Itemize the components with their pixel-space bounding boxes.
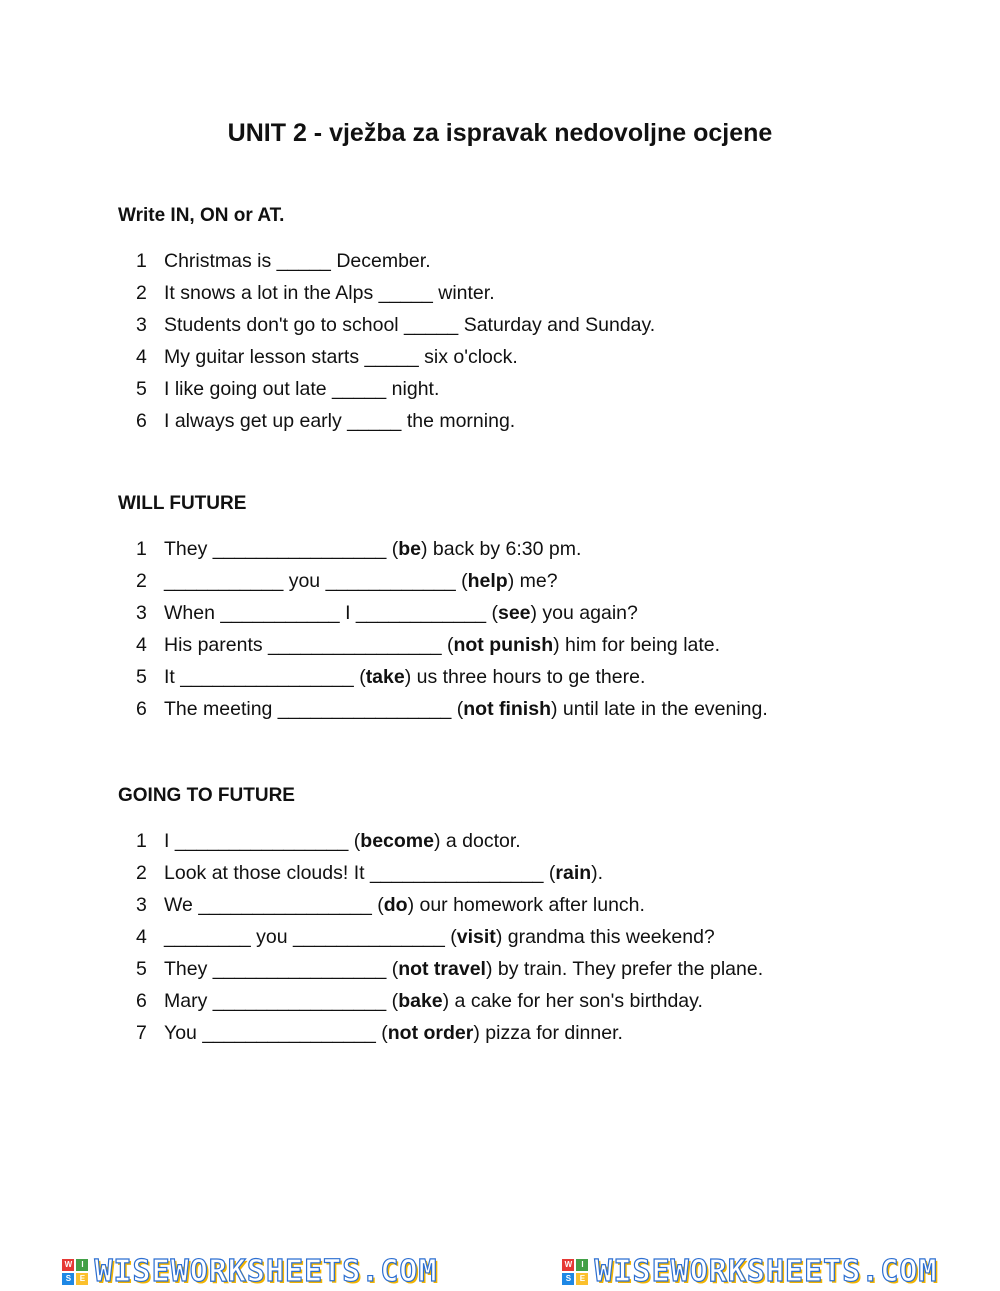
- question-item: [136, 245, 918, 277]
- question-number: 6: [136, 410, 147, 432]
- section-heading: WILL FUTURE: [118, 493, 247, 514]
- question-text: ) you again?: [530, 602, 638, 624]
- question-number: 4: [136, 634, 147, 656]
- question-text: ).: [591, 862, 604, 884]
- question-text: ) grandma this weekend?: [495, 926, 715, 948]
- question-text: I ________________ (: [164, 830, 361, 852]
- question-item: [136, 1017, 918, 1049]
- question-list: [118, 533, 918, 725]
- question-item: [136, 629, 918, 661]
- question-text: ) back by 6:30 pm.: [420, 538, 582, 560]
- question-text: I always get up early _____ the morning.: [164, 410, 516, 432]
- question-text: Christmas is _____ December.: [164, 250, 431, 272]
- question-text: Look at those clouds! It ________________ (: [164, 862, 556, 884]
- watermark-unit: [562, 1254, 937, 1289]
- question-number: 4: [136, 926, 147, 948]
- question-number: 5: [136, 958, 147, 980]
- section-will-future: [118, 491, 918, 725]
- verb-hint: not order: [387, 1022, 474, 1044]
- question-text: ) our homework after lunch.: [407, 894, 645, 916]
- question-text: My guitar lesson starts _____ six o'clock.: [164, 346, 518, 368]
- watermark-text: WISEWORKSHEETS.COM: [94, 1254, 438, 1289]
- question-number: 6: [136, 990, 147, 1012]
- verb-hint: take: [365, 666, 405, 688]
- wise-logo-icon: [562, 1259, 588, 1285]
- question-number: 2: [136, 570, 147, 592]
- section-prepositions: [118, 203, 918, 437]
- question-item: [136, 857, 918, 889]
- logo-letter: I: [76, 1259, 88, 1271]
- question-list: [118, 825, 918, 1049]
- question-item: [136, 693, 918, 725]
- question-number: 5: [136, 666, 147, 688]
- verb-hint: not finish: [463, 698, 551, 720]
- question-item: [136, 533, 918, 565]
- question-text: ) a cake for her son's birthday.: [442, 990, 703, 1012]
- question-text: ) him for being late.: [553, 634, 721, 656]
- question-text: ________ you ______________ (: [164, 926, 457, 948]
- question-item: [136, 277, 918, 309]
- question-number: 3: [136, 602, 147, 624]
- question-number: 4: [136, 346, 147, 368]
- watermark-footer: [0, 1252, 1000, 1291]
- question-item: [136, 661, 918, 693]
- question-text: I like going out late _____ night.: [164, 378, 440, 400]
- question-item: [136, 373, 918, 405]
- question-text: Mary ________________ (: [164, 990, 399, 1012]
- question-item: [136, 341, 918, 373]
- verb-hint: see: [497, 602, 531, 624]
- logo-letter: E: [576, 1273, 588, 1285]
- logo-letter: I: [576, 1259, 588, 1271]
- question-item: [136, 597, 918, 629]
- watermark-text: WISEWORKSHEETS.COM: [594, 1254, 938, 1289]
- question-item: [136, 405, 918, 437]
- question-item: [136, 921, 918, 953]
- verb-hint: be: [398, 538, 421, 560]
- question-text: ) me?: [507, 570, 558, 592]
- question-item: [136, 889, 918, 921]
- question-text: It snows a lot in the Alps _____ winter.: [164, 282, 495, 304]
- section-heading: GOING TO FUTURE: [118, 785, 295, 806]
- section-heading: Write IN, ON or AT.: [118, 205, 285, 226]
- logo-letter: W: [62, 1259, 74, 1271]
- question-text: ) us three hours to ge there.: [404, 666, 646, 688]
- question-item: [136, 825, 918, 857]
- verb-hint: bake: [398, 990, 443, 1012]
- question-text: It ________________ (: [164, 666, 366, 688]
- question-text: ___________ you ____________ (: [164, 570, 468, 592]
- question-item: [136, 565, 918, 597]
- verb-hint: do: [383, 894, 408, 916]
- question-number: 6: [136, 698, 147, 720]
- question-text: They ________________ (: [164, 958, 399, 980]
- logo-letter: S: [62, 1273, 74, 1285]
- verb-hint: visit: [456, 926, 496, 948]
- question-number: 1: [136, 250, 147, 272]
- question-item: [136, 309, 918, 341]
- question-text: We ________________ (: [164, 894, 384, 916]
- verb-hint: become: [360, 830, 434, 852]
- verb-hint: help: [467, 570, 508, 592]
- question-number: 2: [136, 862, 147, 884]
- question-text: ) until late in the evening.: [550, 698, 768, 720]
- question-text: Students don't go to school _____ Saturday and Sunday.: [164, 314, 656, 336]
- question-number: 3: [136, 894, 147, 916]
- question-text: ) pizza for dinner.: [473, 1022, 623, 1044]
- wise-logo-icon: [62, 1259, 88, 1285]
- question-item: [136, 985, 918, 1017]
- question-number: 1: [136, 538, 147, 560]
- section-going-to-future: [118, 783, 918, 1049]
- logo-letter: E: [76, 1273, 88, 1285]
- question-text: ) by train. They prefer the plane.: [485, 958, 764, 980]
- question-text: His parents ________________ (: [164, 634, 454, 656]
- question-number: 2: [136, 282, 147, 304]
- question-number: 3: [136, 314, 147, 336]
- question-number: 1: [136, 830, 147, 852]
- verb-hint: not punish: [453, 634, 554, 656]
- question-list: [118, 245, 918, 437]
- question-text: You ________________ (: [164, 1022, 388, 1044]
- question-text: When ___________ I ____________ (: [164, 602, 498, 624]
- watermark-unit: [62, 1254, 437, 1289]
- question-text: The meeting ________________ (: [164, 698, 464, 720]
- question-text: ) a doctor.: [433, 830, 521, 852]
- logo-letter: S: [562, 1273, 574, 1285]
- question-number: 7: [136, 1022, 147, 1044]
- page-title: UNIT 2 - vježba za ispravak nedovoljne ocjene: [227, 119, 773, 147]
- verb-hint: not travel: [398, 958, 486, 980]
- question-text: They ________________ (: [164, 538, 399, 560]
- logo-letter: W: [562, 1259, 574, 1271]
- question-number: 5: [136, 378, 147, 400]
- verb-hint: rain: [555, 862, 592, 884]
- question-item: [136, 953, 918, 985]
